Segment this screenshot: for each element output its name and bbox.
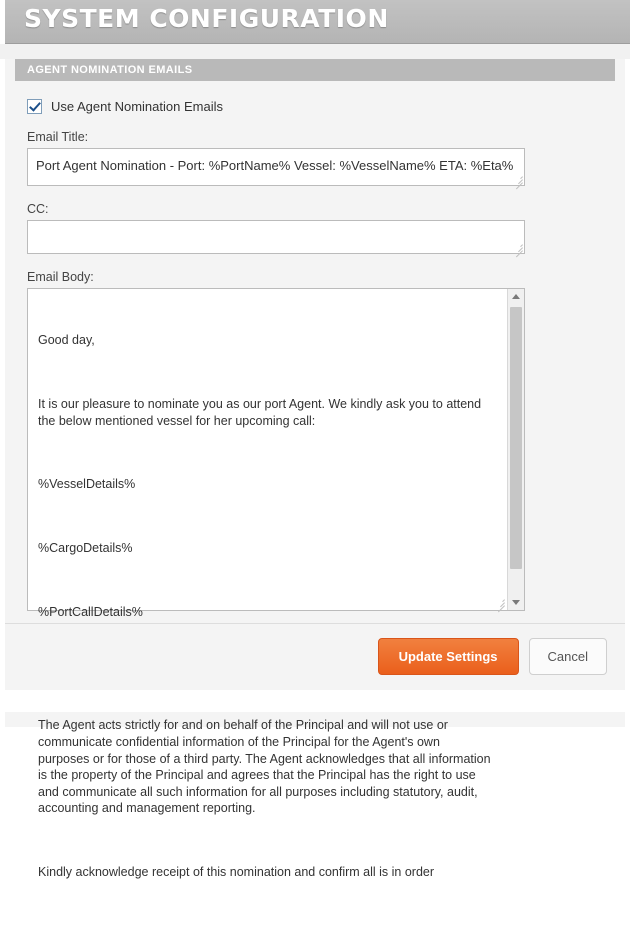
footer-actions <box>5 623 625 690</box>
bottom-strip <box>0 690 630 712</box>
use-agent-nomination-emails-row[interactable] <box>27 99 603 114</box>
use-agent-nomination-emails-label: Use Agent Nomination Emails <box>51 99 223 114</box>
email-title-input[interactable]: Port Agent Nomination - Port: %PortName% Vessel: %VesselName% ETA: %Eta% <box>27 148 525 186</box>
email-body-paragraph: %PortCallDetails% <box>38 604 143 619</box>
header-left-edge <box>0 0 5 44</box>
email-title-label: Email Title: <box>27 130 89 144</box>
use-agent-nomination-emails-checkbox[interactable] <box>27 99 42 114</box>
email-body-paragraph: Good day, <box>38 333 95 348</box>
cancel-button[interactable]: Cancel <box>529 638 607 675</box>
button-row <box>378 638 607 675</box>
cc-label: CC: <box>27 202 49 216</box>
email-body-paragraph: The Agent acts strictly for and on behalf of the Principal and will not use or communicate confidential information of the Principal for the Agent's own purposes or for those of a third party. The Agent acknowledges that all information is the property of the Principal and agrees that the Principal has the right to use and communicate all such information for all purposes including statutory, audit, accounting and management reporting. <box>38 718 495 816</box>
scroll-down-icon[interactable] <box>508 594 524 610</box>
email-body-scrollbar[interactable] <box>507 289 524 610</box>
email-body-paragraph: %VesselDetails% <box>38 477 136 492</box>
update-settings-button[interactable]: Update Settings <box>378 638 519 675</box>
email-body-paragraph: Kindly acknowledge receipt of this nomination and confirm all is in order <box>38 865 435 880</box>
page-header <box>0 0 630 44</box>
scrollbar-thumb[interactable] <box>510 307 522 569</box>
page-title: SYSTEM CONFIGURATION <box>24 4 389 33</box>
email-title-input-wrap <box>27 148 525 186</box>
email-body-paragraph: %CargoDetails% <box>38 541 133 556</box>
section-header-agent-nomination-emails: AGENT NOMINATION EMAILS <box>15 59 615 81</box>
cc-input[interactable] <box>27 220 525 254</box>
email-body-paragraph: It is our pleasure to nominate you as our port Agent. We kindly ask you to attend the below mentioned vessel for her upcoming call: <box>38 396 485 428</box>
cc-input-wrap <box>27 220 525 254</box>
scroll-up-icon[interactable] <box>508 289 524 305</box>
email-body-label: Email Body: <box>27 270 94 284</box>
